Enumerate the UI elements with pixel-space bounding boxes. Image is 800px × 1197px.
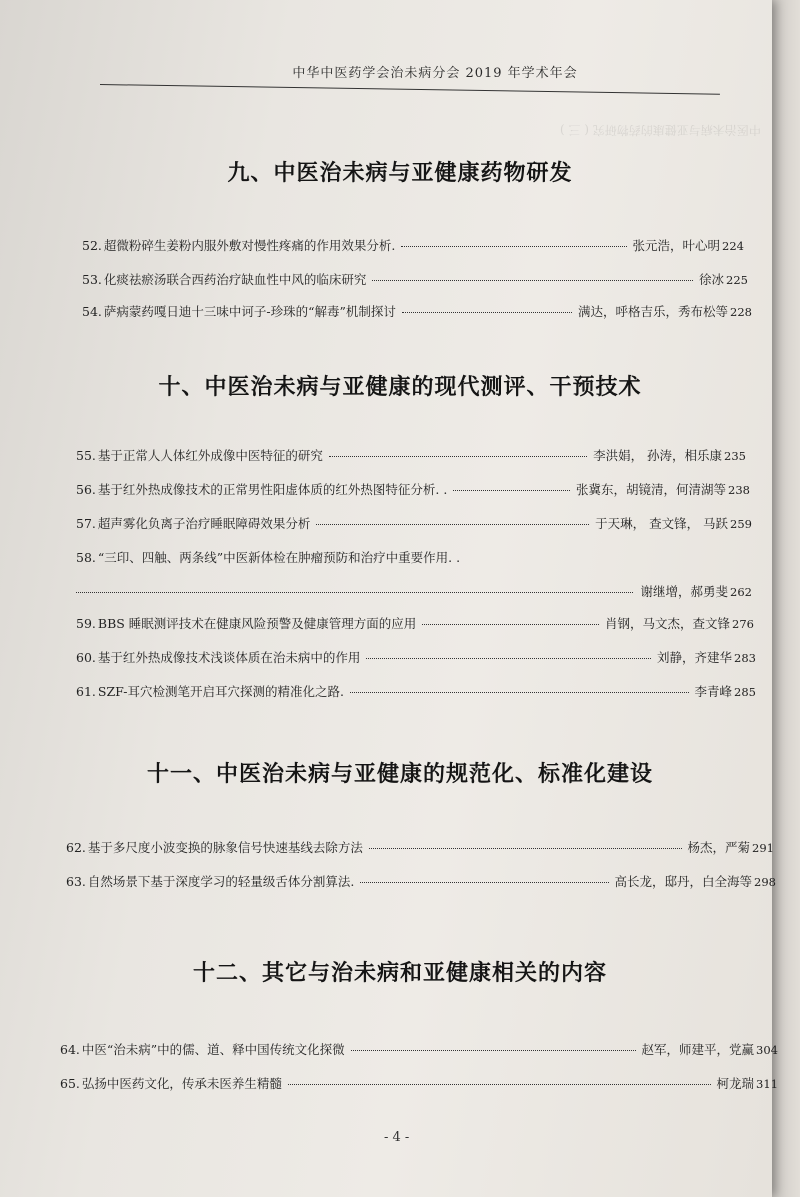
entry-number: 53. xyxy=(82,272,102,287)
entry-number: 57. xyxy=(76,516,96,531)
toc-entry[interactable] xyxy=(76,648,756,666)
entry-title: 弘扬中医药文化，传承未医养生精髓 xyxy=(81,1076,282,1091)
toc-entry[interactable] xyxy=(76,480,750,498)
entry-page: 235 xyxy=(724,449,746,463)
section-title: 十、中医治未病与亚健康的现代测评、干预技术 xyxy=(158,375,642,400)
header-rule xyxy=(100,84,720,95)
entry-authors: 张元浩，叶心明 xyxy=(632,238,721,253)
entry-page: 276 xyxy=(732,617,754,631)
entry-number: 63. xyxy=(66,874,86,889)
entry-number: 64. xyxy=(60,1042,80,1057)
leader-dots xyxy=(288,1084,711,1085)
entry-title: “三印、四触、两条线”中医新体检在肿瘤预防和治疗中重要作用. . xyxy=(97,550,461,565)
entry-title: 中医“治未病”中的儒、道、释中国传统文化探微 xyxy=(81,1042,345,1057)
entry-title: 超声雾化负离子治疗睡眠障碍效果分析 xyxy=(97,516,311,531)
entry-page: 225 xyxy=(726,273,748,287)
leader-dots xyxy=(351,1050,636,1051)
entry-number: 52. xyxy=(82,238,102,253)
leader-dots xyxy=(366,658,651,659)
entry-number: 62. xyxy=(66,840,86,855)
toc-entry[interactable] xyxy=(82,302,752,320)
section-title: 十一、中医治未病与亚健康的规范化、标准化建设 xyxy=(146,762,653,787)
entry-page: 311 xyxy=(756,1077,778,1091)
leader-dots xyxy=(402,312,572,313)
toc-entry[interactable] xyxy=(76,614,754,632)
entry-number: 56. xyxy=(76,482,96,497)
entry-authors: 赵军，师建平，党赢 xyxy=(641,1042,755,1057)
entry-title: 基于多尺度小波变换的脉象信号快速基线去除方法 xyxy=(87,840,363,855)
entry-authors: 于天琳， 查文锋， 马跃 xyxy=(595,516,729,531)
section-title: 十二、其它与治未病和亚健康相关的内容 xyxy=(192,961,607,986)
section-title: 九、中医治未病与亚健康药物研发 xyxy=(227,161,573,186)
entry-title: 超微粉碎生姜粉内服外敷对慢性疼痛的作用效果分析. xyxy=(103,238,396,253)
entry-number: 58. xyxy=(76,550,96,565)
toc-entry-continuation[interactable] xyxy=(76,582,752,600)
entry-authors: 柯龙瑞 xyxy=(716,1076,755,1091)
entry-authors: 徐冰 xyxy=(699,272,725,287)
entry-title: SZF-耳穴检测笔开启耳穴探测的精准化之路. xyxy=(97,684,344,699)
entry-authors: 肖钢，马文杰，查文锋 xyxy=(605,616,731,631)
entry-number: 61. xyxy=(76,684,96,699)
leader-dots xyxy=(350,692,689,693)
entry-number: 55. xyxy=(76,448,96,463)
entry-authors: 刘静，齐建华 xyxy=(657,650,733,665)
entry-page: 238 xyxy=(728,483,750,497)
entry-number: 60. xyxy=(76,650,96,665)
toc-entry[interactable] xyxy=(82,270,748,288)
page-number: - 4 - xyxy=(384,1130,410,1145)
toc-entry[interactable] xyxy=(76,548,460,566)
entry-number: 59. xyxy=(76,616,96,631)
entry-page: 304 xyxy=(756,1043,778,1057)
running-head: 中华中医药学会治未病分会 2019 年学术年会 xyxy=(292,66,578,81)
leader-dots xyxy=(401,246,626,247)
toc-entry[interactable] xyxy=(66,838,774,856)
leader-dots xyxy=(372,280,693,281)
entry-authors: 张冀东，胡镜清，何清湖等 xyxy=(576,482,727,497)
entry-title: 萨病蒙药嘎日迪十三味中诃子-珍珠的“解毒”机制探讨 xyxy=(103,304,396,319)
entry-page: 285 xyxy=(734,685,756,699)
leader-dots xyxy=(422,624,599,625)
entry-authors: 李青峰 xyxy=(694,684,733,699)
entry-authors: 谢继增，郝勇斐 xyxy=(640,584,729,599)
toc-entry[interactable] xyxy=(60,1040,778,1058)
leader-dots xyxy=(360,882,608,883)
entry-page: 298 xyxy=(754,875,776,889)
leader-dots xyxy=(453,490,570,491)
entry-page: 228 xyxy=(730,305,752,319)
entry-authors: 杨杰，严菊 xyxy=(687,840,751,855)
entry-page: 283 xyxy=(734,651,756,665)
entry-title: 基于正常人人体红外成像中医特征的研究 xyxy=(97,448,323,463)
entry-page: 291 xyxy=(752,841,774,855)
leader-dots xyxy=(316,524,589,525)
toc-entry[interactable] xyxy=(66,872,776,890)
entry-authors: 高长龙，邸丹，白全海等 xyxy=(614,874,753,889)
entry-page: 224 xyxy=(722,239,744,253)
bleed-through-text: 中医治未病与亚健康的药物研究 ( 三 ) xyxy=(560,123,761,137)
toc-entry[interactable] xyxy=(82,236,744,254)
entry-title: 基于红外热成像技术的正常男性阳虚体质的红外热图特征分析. . xyxy=(97,482,448,497)
entry-title: 自然场景下基于深度学习的轻量级舌体分割算法. xyxy=(87,874,355,889)
entry-title: BBS 睡眠测评技术在健康风险预警及健康管理方面的应用 xyxy=(97,616,417,631)
entry-page: 262 xyxy=(730,585,752,599)
leader-dots xyxy=(369,848,682,849)
entry-number: 65. xyxy=(60,1076,80,1091)
leader-dots xyxy=(329,456,587,457)
entry-authors: 满达，呼格吉乐，秀布松等 xyxy=(578,304,729,319)
entry-page: 259 xyxy=(730,517,752,531)
toc-entry[interactable] xyxy=(76,514,752,532)
toc-entry[interactable] xyxy=(76,682,756,700)
entry-title: 化痰祛瘀汤联合西药治疗缺血性中风的临床研究 xyxy=(103,272,367,287)
leader-dots xyxy=(76,592,633,593)
entry-authors: 李洪娟， 孙涛，相乐康 xyxy=(593,448,723,463)
entry-title: 基于红外热成像技术浅谈体质在治未病中的作用 xyxy=(97,650,361,665)
toc-entry[interactable] xyxy=(76,446,746,464)
entry-number: 54. xyxy=(82,304,102,319)
toc-entry[interactable] xyxy=(60,1074,778,1092)
